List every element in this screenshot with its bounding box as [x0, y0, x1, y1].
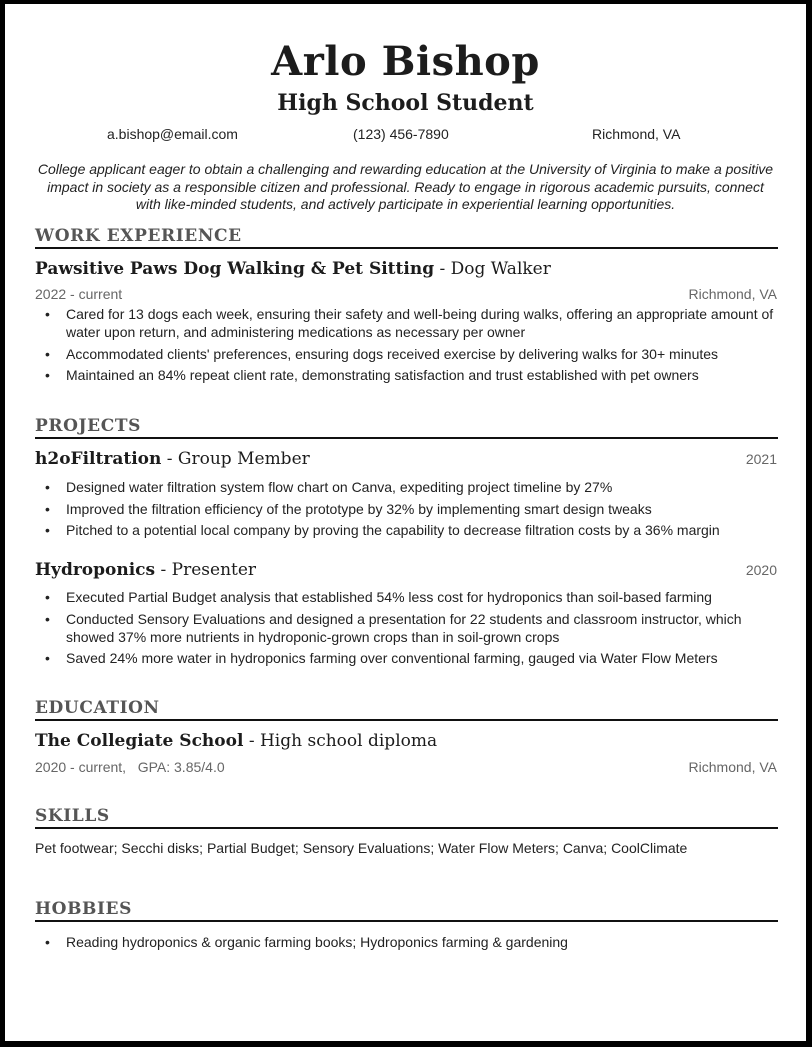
project-entry-title: [35, 560, 256, 580]
education-degree: High school diploma: [259, 731, 438, 751]
section-heading-education: EDUCATION: [35, 698, 778, 721]
contact-location: Richmond, VA: [592, 126, 681, 142]
list-item: • Pitched to a potential local company by proving the capability to decrease filtration costs by a 36% margin: [66, 521, 776, 539]
work-role: Dog Walker: [450, 259, 551, 279]
education-entry-title: [35, 731, 437, 751]
project-year: 2020: [745, 562, 777, 578]
work-bullets: [45, 305, 776, 388]
candidate-title: High School Student: [277, 90, 534, 116]
project-role: Group Member: [177, 449, 310, 469]
list-item: • Conducted Sensory Evaluations and designed a presentation for 22 students and classroom instructor, which showed 37% more nutrients in hydroponic-grown crops than in soil-grown crops: [66, 610, 776, 646]
project-name: h2oFiltration: [35, 449, 162, 469]
section-heading-skills: SKILLS: [35, 806, 778, 829]
project-year: 2021: [745, 451, 777, 467]
work-dates: 2022 - current: [35, 286, 123, 302]
list-item: • Executed Partial Budget analysis that established 54% less cost for hydroponics than soil-based farming: [66, 588, 776, 606]
summary-paragraph: College applicant eager to obtain a challenging and rewarding education at the University of Virginia to make a positive impact in society as a responsible citizen and professional. Ready to engage in rigorous academic pursuits, connect with like-minded students, and actively participate in experiential learning opportunities.: [37, 161, 774, 212]
contact-phone: (123) 456-7890: [353, 126, 449, 142]
project-name: Hydroponics: [35, 560, 156, 580]
list-item: • Improved the filtration efficiency of the prototype by 32% by implementing smart design tweaks: [66, 500, 776, 518]
list-item: • Designed water filtration system flow chart on Canva, expediting project timeline by 27%: [66, 478, 776, 496]
education-location: Richmond, VA: [688, 759, 777, 775]
project-role: Presenter: [171, 560, 257, 580]
work-location: Richmond, VA: [688, 286, 777, 302]
hobbies-bullets: [45, 933, 776, 955]
section-heading-projects: PROJECTS: [35, 416, 778, 439]
project-separator: -: [160, 560, 167, 580]
list-item: • Maintained an 84% repeat client rate, demonstrating satisfaction and trust established with pet owners: [66, 366, 776, 384]
list-item: • Reading hydroponics & organic farming books; Hydroponics farming & gardening: [66, 933, 776, 951]
list-item: • Saved 24% more water in hydroponics farming over conventional farming, gauged via Water Flow Meters: [66, 649, 776, 667]
project-bullets: [45, 478, 776, 543]
section-heading-hobbies: HOBBIES: [35, 899, 778, 922]
education-details: 2020 - current, GPA: 3.85/4.0: [35, 759, 225, 775]
education-school: The Collegiate School: [35, 731, 244, 751]
candidate-name: Arlo Bishop: [271, 38, 540, 85]
list-item: • Cared for 13 dogs each week, ensuring their safety and well-being during walks, offering an appropriate amount of water upon return, and administering medications as necessary per owner: [66, 305, 776, 341]
work-company: Pawsitive Paws Dog Walking & Pet Sitting: [35, 259, 435, 279]
contact-email: a.bishop@email.com: [107, 126, 238, 142]
work-entry-title: [35, 259, 551, 279]
project-separator: -: [166, 449, 173, 469]
project-entry-title: [35, 449, 310, 469]
resume-page: [5, 4, 806, 1041]
education-separator: -: [248, 731, 255, 751]
list-item: • Accommodated clients' preferences, ensuring dogs received exercise by delivering walks for 30+ minutes: [66, 345, 776, 363]
section-heading-work: WORK EXPERIENCE: [35, 226, 778, 249]
project-bullets: [45, 588, 776, 671]
work-separator: -: [439, 259, 446, 279]
skills-list: Pet footwear; Secchi disks; Partial Budget; Sensory Evaluations; Water Flow Meters; Canva; CoolClimate: [35, 840, 688, 856]
